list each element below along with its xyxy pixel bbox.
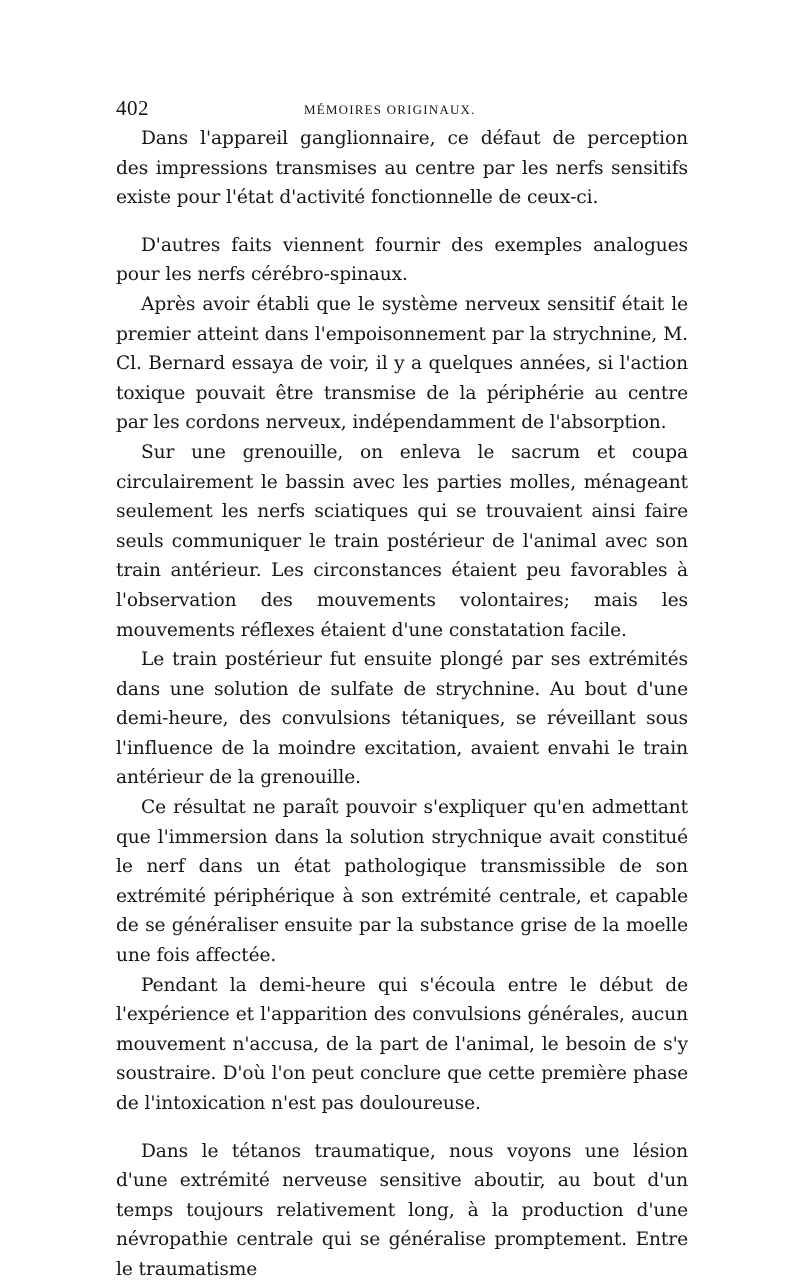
running-title: MÉMOIRES ORIGINAUX. — [304, 102, 476, 117]
paragraph: D'autres faits viennent fournir des exemples analogues pour les nerfs cérébro-spinaux. — [116, 234, 688, 286]
paragraph: Après avoir établi que le système nerveux sensitif était le premier atteint dans l'empoisonnement par la strychnine, M. Cl. Bernard essaya de voir, il y a quelques années, si l'action toxique pouvait être transmise de la périphérie au centre par les cordons nerveux, indépendamment de l'absorption. — [116, 293, 688, 434]
paragraph: Le train postérieur fut ensuite plongé par ses extrémités dans une solution de sulfate de strychnine. Au bout d'une demi-heure, des convulsions tétaniques, se réveillant sous l'influence de la moindre excitation, avaient envahi le train antérieur de la grenouille. — [116, 649, 688, 789]
paragraph: Pendant la demi-heure qui s'écoula entre le début de l'expérience et l'apparition des convulsions générales, aucun mouvement n'accusa, de la part de l'animal, le besoin de s'y soustraire. D'où l'on peut conclure que cette première phase de l'intoxication n'est pas douloureuse. — [116, 974, 688, 1114]
page-number: 402 — [116, 96, 149, 120]
paragraph: Sur une grenouille, on enleva le sacrum et coupa circulairement le bassin avec les parties molles, ménageant seulement les nerfs sciatiques qui se trouvaient ainsi faire seuls communiquer le train postérieur de l'animal avec son train antérieur. Les circonstances étaient peu favorables à l'observation des mouvements volontaires; mais les mouvements réflexes étaient d'une constatation facile. — [116, 441, 688, 641]
body-text — [116, 124, 688, 1285]
paragraph: Dans l'appareil ganglionnaire, ce défaut de perception des impressions transmises au centre par les nerfs sensitifs existe pour l'état d'activité fonctionnelle de ceux-ci. — [116, 128, 688, 209]
book-page — [116, 96, 688, 1285]
paragraph: Ce résultat ne paraît pouvoir s'expliquer qu'en admettant que l'immersion dans la solution strychnique avait constitué le nerf dans un état pathologique transmissible de son extrémité périphérique à son extrémité centrale, et capable de se généraliser ensuite par la substance grise de la moelle une fois affectée. — [116, 797, 688, 967]
paragraph: Dans le tétanos traumatique, nous voyons une lésion d'une extrémité nerveuse sensitive aboutir, au bout d'un temps toujours relativement long, à la production d'une névropathie centrale qui se généralise promptement. Entre le traumatisme — [116, 1140, 688, 1280]
page-header — [116, 96, 688, 124]
